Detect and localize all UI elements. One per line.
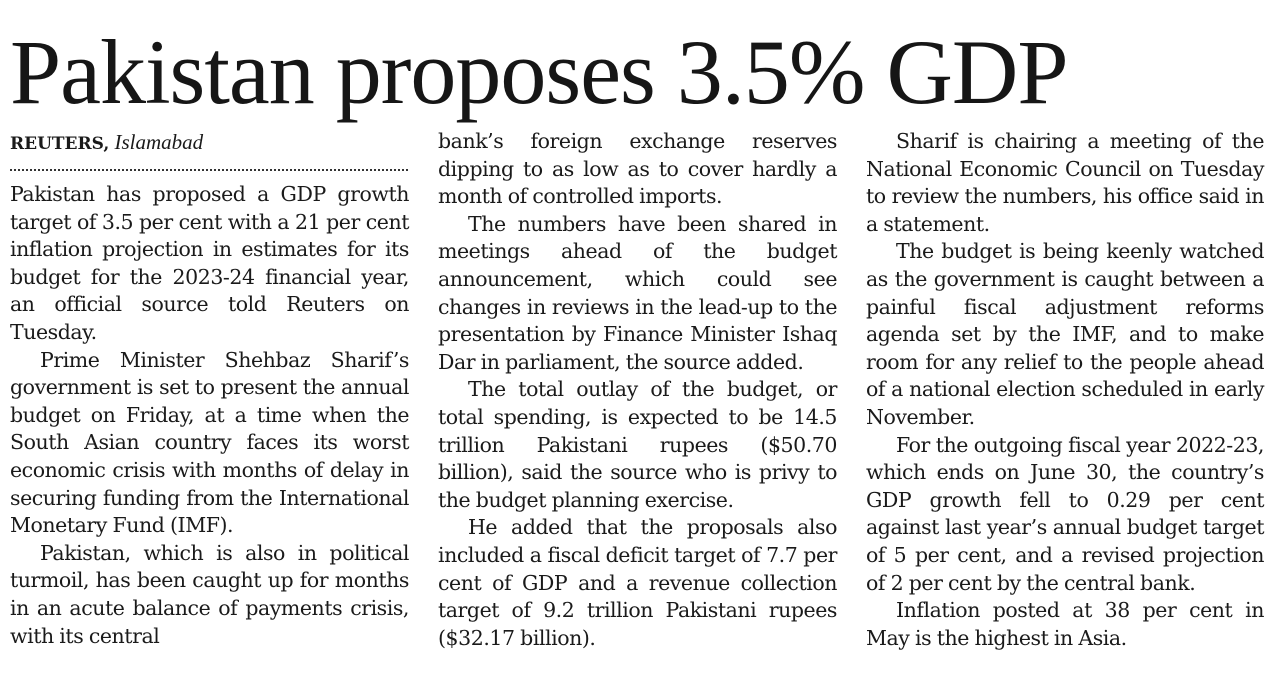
article-paragraph: Pakistan has proposed a GDP growth target of 3.5 per cent with a 21 per cent inflation projection in estimates for its budget for the 2023-24 financial year, an official source told Reuters on Tuesday. (10, 182, 409, 344)
article-column-2 (438, 128, 837, 652)
article-paragraph: The total outlay of the budget, or total spending, is expected to be 14.5 trillion Pakistani rupees ($50.70 billion), said the source who is privy to the budget planning exercise. (438, 377, 837, 512)
article-paragraph: Pakistan, which is also in political turmoil, has been caught up for months in an acute balance of payments crisis, with its central (10, 540, 409, 648)
byline-location: Islamabad (114, 130, 204, 154)
headline: Pakistan proposes 3.5% GDP (10, 21, 1068, 123)
article-paragraph: The budget is being keenly watched as the government is caught between a painful fiscal adjustment reforms agenda set by the IMF, and to make room for any relief to the people ahead of a national election scheduled in early November. (866, 239, 1264, 429)
article-paragraph: He added that the proposals also included a fiscal deficit target of 7.7 per cent of GDP and a revenue collection target of 9.2 trillion Pakistani rupees ($32.17 billion). (438, 515, 837, 650)
article-paragraph: Prime Minister Shehbaz Sharif’s government is set to present the annual budget on Friday, at a time when the South Asian country faces its worst economic crisis with months of delay in securing funding from the International Monetary Fund (IMF). (10, 347, 409, 538)
article-column-3 (866, 128, 1264, 652)
article-paragraph: For the outgoing fiscal year 2022-23, which ends on June 30, the country’s GDP growth fell to 0.29 per cent against last year’s annual budget target of 5 per cent, and a revised projection of 2 per cent by the central bank. (866, 432, 1264, 595)
article-paragraph: bank’s foreign exchange reserves dipping to as low as to cover hardly a month of controlled imports. (438, 129, 837, 209)
byline-agency: REUTERS, (10, 134, 110, 154)
article-paragraph: Sharif is chairing a meeting of the National Economic Council on Tuesday to review the numbers, his office said in a statement. (866, 129, 1264, 236)
article-column-1 (10, 181, 409, 650)
article-paragraph: Inflation posted at 38 per cent in May is the highest in Asia. (866, 598, 1264, 650)
article-paragraph: The numbers have been shared in meetings ahead of the budget announcement, which could see changes in reviews in the lead-up to the presentation by Finance Minister Ishaq Dar in parliament, the source added. (438, 211, 837, 374)
byline (10, 129, 408, 171)
